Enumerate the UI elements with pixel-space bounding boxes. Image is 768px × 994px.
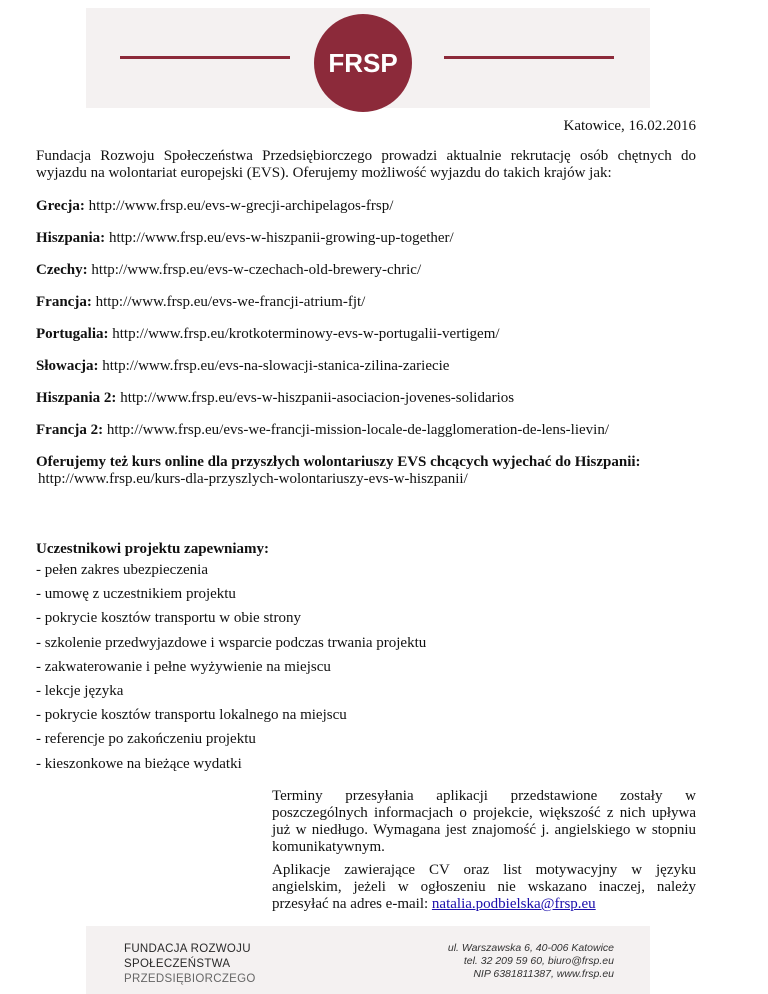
country-entry — [36, 326, 696, 343]
list-item: - szkolenie przedwyjazdowe i wsparcie podczas trwania projektu — [36, 634, 427, 651]
country-label: Słowacja: — [36, 358, 99, 374]
application-instructions — [272, 862, 696, 913]
document-body — [36, 148, 696, 488]
country-url[interactable]: http://www.frsp.eu/evs-we-francji-mission-locale-de-lagglomeration-de-lens-lievin/ — [106, 422, 610, 438]
letter-date: Katowice, 16.02.2016 — [563, 118, 696, 134]
list-item: - pokrycie kosztów transportu w obie strony — [36, 610, 301, 627]
application-text: Aplikacje zawierające CV oraz list motywacyjny w języku angielskim, jeżeli w ogłoszeniu nie wskazano inaczej, należy przesyłać na adres e-mail: — [272, 862, 696, 912]
country-entry — [36, 358, 696, 375]
country-entry — [36, 422, 696, 439]
country-entry — [36, 198, 696, 215]
list-item: - pokrycie kosztów transportu lokalnego na miejscu — [36, 707, 347, 724]
letterhead-footer — [86, 926, 650, 994]
country-url[interactable]: http://www.frsp.eu/evs-na-slowacji-stanica-zilina-zariecie — [102, 358, 450, 374]
country-url[interactable]: http://www.frsp.eu/evs-w-grecji-archipelagos-frsp/ — [88, 198, 394, 214]
country-url[interactable]: http://www.frsp.eu/evs-w-czechach-old-brewery-chric/ — [91, 262, 422, 278]
online-course-heading: Oferujemy też kurs online dla przyszłych wolontariuszy EVS chcących wyjechać do Hiszpanii: — [36, 454, 641, 470]
organization-name — [124, 942, 256, 987]
country-label: Portugalia: — [36, 326, 109, 342]
country-label: Czechy: — [36, 262, 88, 278]
country-url[interactable]: http://www.frsp.eu/evs-w-hiszpanii-asociacion-jovenes-solidarios — [120, 390, 515, 406]
country-label: Grecja: — [36, 198, 85, 214]
email-link[interactable]: natalia.podbielska@frsp.eu — [431, 896, 596, 912]
benefits-title: Uczestnikowi projektu zapewniamy: — [36, 541, 270, 557]
letterhead-header — [86, 8, 650, 108]
org-line: PRZEDSIĘBIORCZEGO — [124, 973, 256, 985]
country-entry — [36, 294, 696, 311]
list-item: - kieszonkowe na bieżące wydatki — [36, 755, 242, 772]
country-url[interactable]: http://www.frsp.eu/evs-we-francji-atrium-fjt/ — [95, 294, 366, 310]
list-item: - lekcje języka — [36, 682, 124, 699]
country-label: Francja 2: — [36, 422, 104, 438]
address: ul. Warszawska 6, 40-006 Katowice — [447, 942, 614, 954]
nip-website: NIP 6381811387, www.frsp.eu — [473, 968, 614, 980]
application-notes — [272, 788, 696, 919]
country-entry — [36, 262, 696, 279]
country-entry — [36, 390, 696, 407]
country-label: Francja: — [36, 294, 92, 310]
org-line: SPOŁECZEŃSTWA — [124, 958, 231, 970]
phone-email: tel. 32 209 59 60, biuro@frsp.eu — [463, 955, 614, 967]
list-item: - referencje po zakończeniu projektu — [36, 731, 256, 748]
list-item: - pełen zakres ubezpieczenia — [36, 562, 208, 578]
intro-paragraph: Fundacja Rozwoju Społeczeństwa Przedsiębiorczego prowadzi aktualnie rekrutację osób chętnych do wyjazdu na wolontariat europejski (EVS). Oferujemy możliwość wyjazdu do takich krajów jak: — [36, 148, 696, 181]
contact-info — [448, 942, 614, 981]
deadline-note: Terminy przesyłania aplikacji przedstawione zostały w poszczególnych informacjach o projekcie, większość z nich upływa już w niedługo. Wymagana jest znajomość j. angielskiego w stopniu komunikatywnym. — [272, 788, 696, 855]
list-item: - zakwaterowanie i pełne wyżywienie na miejscu — [36, 658, 331, 675]
country-label: Hiszpania: — [36, 230, 106, 246]
online-course-url[interactable]: http://www.frsp.eu/kurs-dla-przyszlych-wolontariuszy-evs-w-hiszpanii/ — [38, 471, 468, 487]
header-divider-left — [120, 56, 290, 59]
country-label: Hiszpania 2: — [36, 390, 117, 406]
country-url[interactable]: http://www.frsp.eu/evs-w-hiszpanii-growing-up-together/ — [108, 230, 454, 246]
frsp-logo: FRSP — [314, 14, 412, 112]
country-url[interactable]: http://www.frsp.eu/krotkoterminowy-evs-w-portugalii-vertigem/ — [112, 326, 500, 342]
country-entry — [36, 230, 696, 247]
benefits-list — [36, 561, 426, 779]
org-line: FUNDACJA ROZWOJU — [124, 943, 251, 955]
online-course-text — [36, 454, 696, 471]
header-divider-right — [444, 56, 614, 59]
list-item: - umowę z uczestnikiem projektu — [36, 586, 236, 603]
